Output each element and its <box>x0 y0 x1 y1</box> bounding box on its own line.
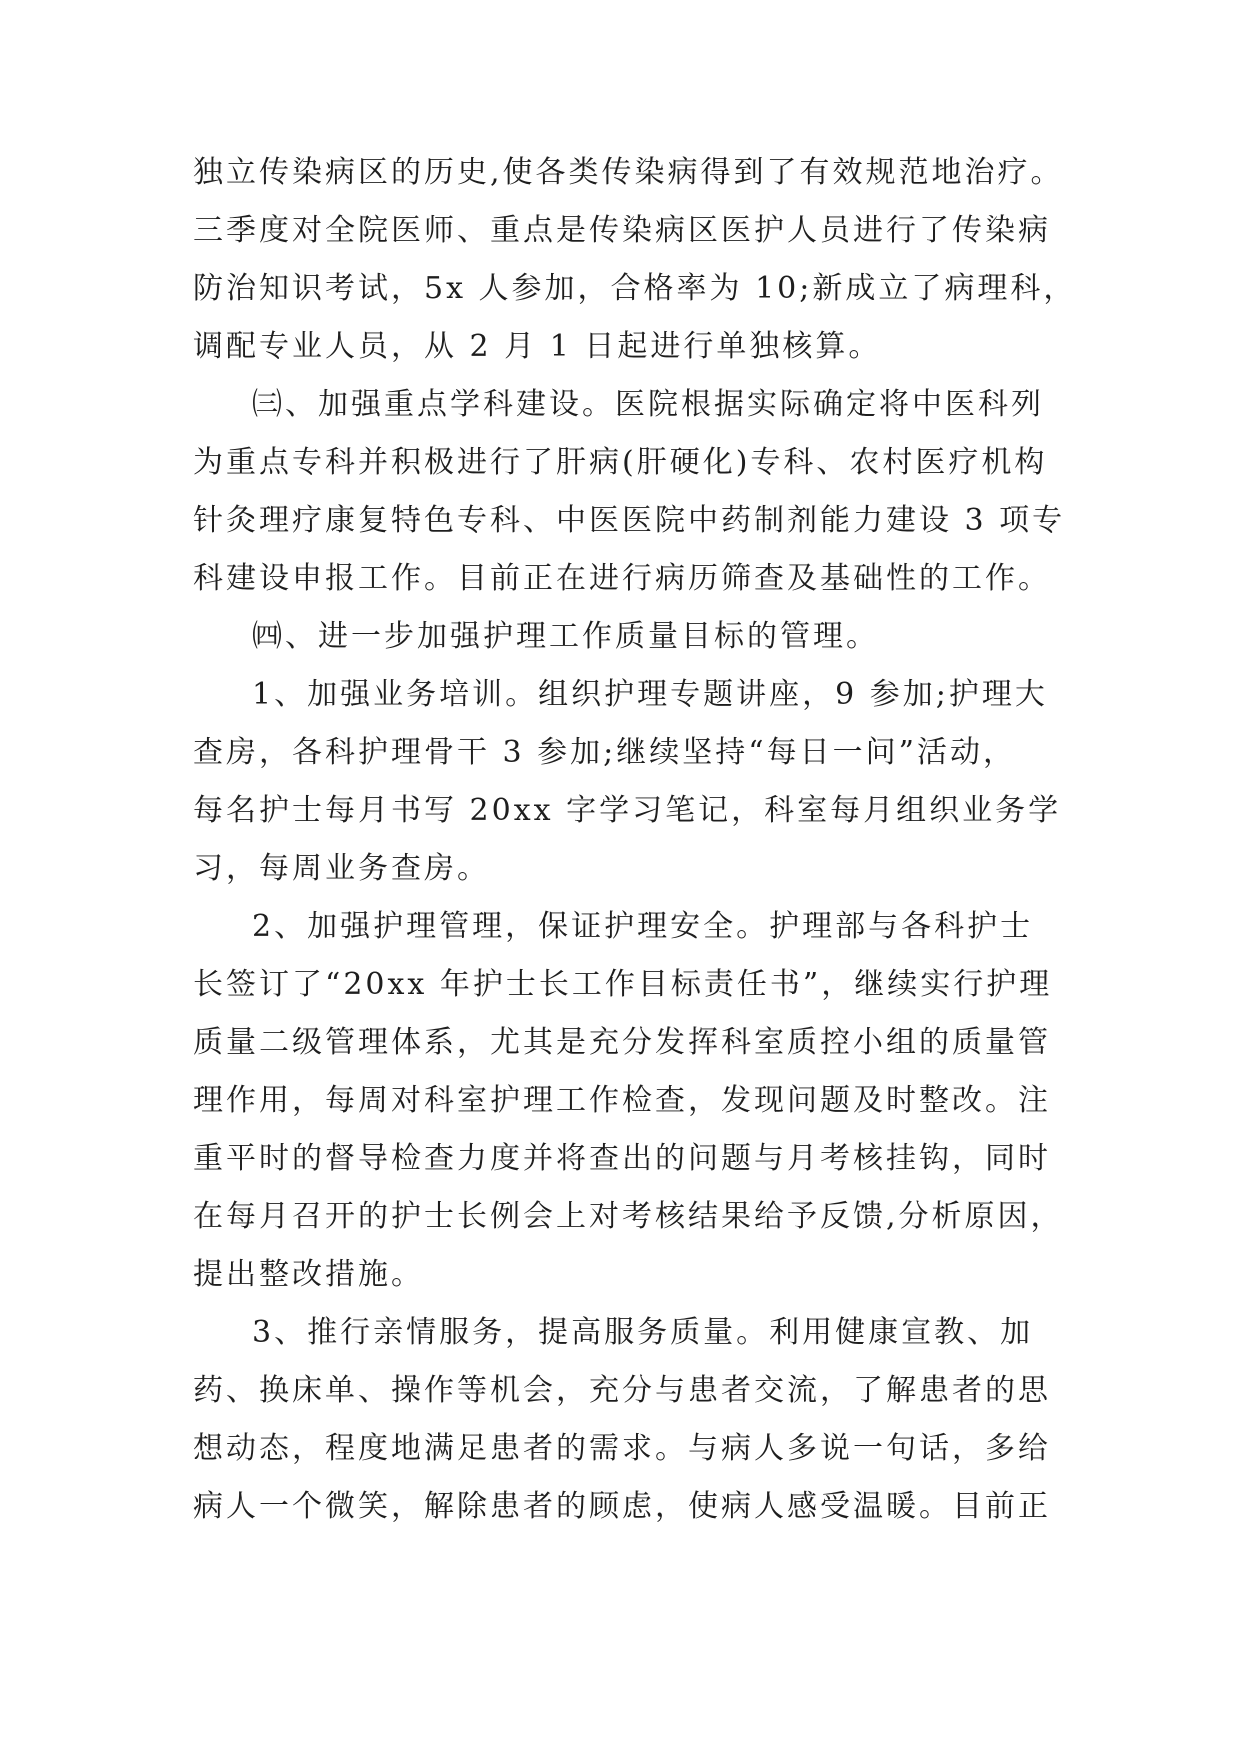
text-line: 重平时的督导检查力度并将查出的问题与月考核挂钩，同时 <box>193 1141 1051 1176</box>
text-line: 长签订了“20xx 年护士长工作目标责任书”，继续实行护理 <box>193 967 1053 1002</box>
text-line: 科建设申报工作。目前正在进行病历筛查及基础性的工作。 <box>193 561 1051 596</box>
paragraph-start-line: 2、加强护理管理，保证护理安全。护理部与各科护士 <box>252 909 1034 944</box>
paragraph-start-line: 1、加强业务培训。组织护理专题讲座，9 参加;护理大 <box>252 677 1048 712</box>
text-line: 每名护士每月书写 20xx 字学习笔记，科室每月组织业务学 <box>193 793 1062 828</box>
paragraph-start-line: 3、推行亲情服务，提高服务质量。利用健康宣教、加 <box>252 1315 1034 1350</box>
text-line: 为重点专科并积极进行了肝病(肝硬化)专科、农村医疗机构 <box>193 445 1048 480</box>
text-line: 病人一个微笑，解除患者的顾虑，使病人感受温暖。目前正 <box>193 1489 1051 1524</box>
section-heading: ㈣、进一步加强护理工作质量目标的管理。 <box>252 619 879 654</box>
text-line: 质量二级管理体系，尤其是充分发挥科室质控小组的质量管 <box>193 1025 1051 1060</box>
text-line: 独立传染病区的历史,使各类传染病得到了有效规范地治疗。 <box>193 155 1064 190</box>
text-line: 三季度对全院医师、重点是传染病区医护人员进行了传染病 <box>193 213 1051 248</box>
paragraph-start-line: ㈢、加强重点学科建设。医院根据实际确定将中医科列 <box>252 387 1044 422</box>
text-line: 药、换床单、操作等机会，充分与患者交流，了解患者的思 <box>193 1373 1051 1408</box>
text-line: 防治知识考试，5x 人参加，合格率为 10;新成立了病理科， <box>193 271 1077 306</box>
text-line: 提出整改措施。 <box>193 1257 424 1292</box>
text-line: 理作用，每周对科室护理工作检查，发现问题及时整改。注 <box>193 1083 1051 1118</box>
text-line: 调配专业人员，从 2 月 1 日起进行单独核算。 <box>193 329 882 364</box>
text-line: 在每月召开的护士长例会上对考核结果给予反馈,分析原因， <box>193 1199 1064 1234</box>
text-line: 想动态，程度地满足患者的需求。与病人多说一句话，多给 <box>193 1431 1051 1466</box>
text-line: 查房，各科护理骨干 3 参加;继续坚持“每日一问”活动， <box>193 735 1016 770</box>
text-line: 针灸理疗康复特色专科、中医医院中药制剂能力建设 3 项专 <box>193 503 1066 538</box>
text-line: 习，每周业务查房。 <box>193 851 490 886</box>
